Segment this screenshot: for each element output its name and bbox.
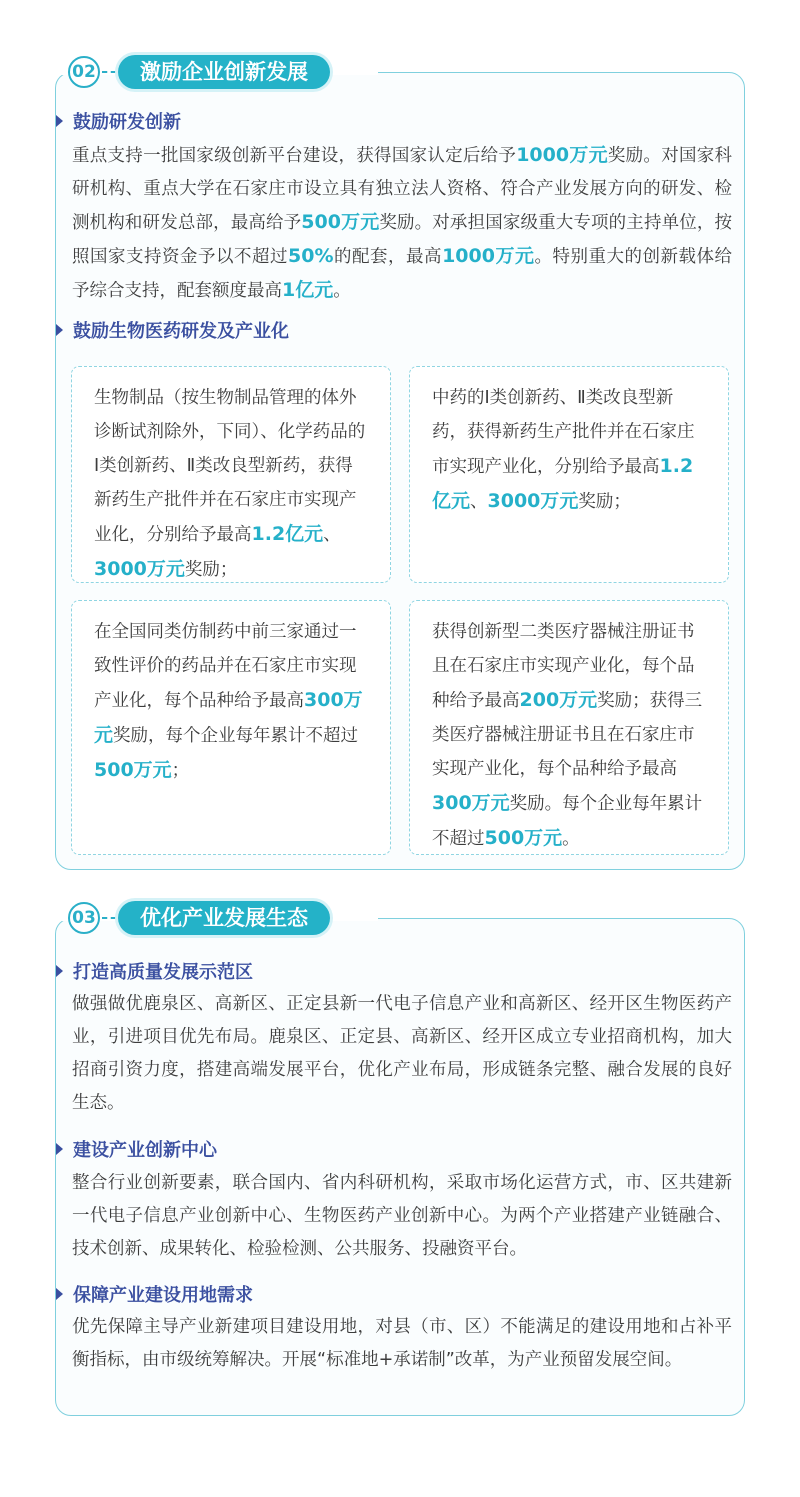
heading-text: 打造高质量发展示范区: [73, 962, 253, 983]
highlight-amount: 200万元: [519, 689, 598, 711]
highlight-amount: 1.2亿元: [432, 455, 694, 512]
highlight-amount: 500万元: [301, 211, 380, 233]
heading-biomedicine: [56, 317, 289, 343]
heading-rd-innovation: [56, 108, 181, 134]
highlight-amount: 300万元: [94, 689, 363, 746]
section-title: 激励企业创新发展: [118, 55, 330, 89]
paragraph-land-use: 优先保障主导产业新建项目建设用地，对县（市、区）不能满足的建设用地和占补平衡指标，由市级统筹解决。开展“标准地+承诺制”改革，为产业预留发展空间。: [72, 1317, 732, 1370]
dash-connector: [102, 917, 116, 919]
policy-box-medical-devices: 获得创新型二类医疗器械注册证书且在石家庄市实现产业化，每个品种给予最高200万元奖励；获得三类医疗器械注册证书且在石家庄市实现产业化，每个品种给予最高300万元奖励。每个企业每年累计不超过500万元。: [409, 600, 729, 855]
highlight-amount: 3000万元: [94, 558, 185, 580]
triangle-bullet-icon: [56, 1288, 63, 1300]
policy-box-tcm: 中药的Ⅰ类创新药、Ⅱ类改良型新药，获得新药生产批件并在石家庄市实现产业化，分别给予最高1.2亿元、3000万元奖励；: [409, 366, 729, 583]
heading-text: 鼓励生物医药研发及产业化: [73, 321, 289, 342]
paragraph-innovation-center: 整合行业创新要素，联合国内、省内科研机构，采取市场化运营方式，市、区共建新一代电子信息产业创新中心、生物医药产业创新中心。为两个产业搭建产业链融合、技术创新、成果转化、检验检测、公共服务、投融资平台。: [72, 1173, 732, 1259]
heading-innovation-center: [56, 1136, 217, 1162]
section-header-ecosystem: [68, 901, 330, 935]
heading-demo-zone: [56, 958, 253, 984]
section-number: 02: [68, 56, 100, 88]
highlight-amount: 1000万元: [516, 144, 608, 166]
highlight-amount: 1亿元: [282, 279, 334, 301]
policy-box-biologics: 生物制品（按生物制品管理的体外诊断试剂除外，下同）、化学药品的Ⅰ类创新药、Ⅱ类改良型新药，获得新药生产批件并在石家庄市实现产业化，分别给予最高1.2亿元、3000万元奖励；: [71, 366, 391, 583]
heading-text: 保障产业建设用地需求: [73, 1285, 253, 1306]
highlight-amount: 300万元: [432, 792, 510, 814]
triangle-bullet-icon: [56, 115, 63, 127]
highlight-amount: 500万元: [484, 827, 563, 849]
paragraph-demo-zone: 做强做优鹿泉区、高新区、正定县新一代电子信息产业和高新区、经开区生物医药产业，引进项目优先布局。鹿泉区、正定县、高新区、经开区成立专业招商机构，加大招商引资力度，搭建高端发展平台，优化产业布局，形成链条完整、融合发展的良好生态。: [72, 994, 732, 1113]
highlight-amount: 500万元: [94, 759, 172, 781]
triangle-bullet-icon: [56, 1143, 63, 1155]
highlight-amount: 50%: [288, 245, 334, 267]
section-header-innovation: [68, 55, 330, 89]
highlight-amount: 1000万元: [442, 245, 535, 267]
section-number: 03: [68, 902, 100, 934]
dash-connector: [102, 71, 116, 73]
paragraph-rd-innovation: 重点支持一批国家级创新平台建设，获得国家认定后给予1000万元奖励。对国家科研机构、重点大学在石家庄市设立具有独立法人资格、符合产业发展方向的研发、检测机构和研发总部，最高给予500万元奖励。对承担国家级重大专项的主持单位，按照国家支持资金予以不超过50%的配套，最高1000万元。特别重大的创新载体给予综合支持，配套额度最高1亿元。: [72, 144, 733, 301]
policy-box-generics: 在全国同类仿制药中前三家通过一致性评价的药品并在石家庄市实现产业化，每个品种给予最高300万元奖励，每个企业每年累计不超过500万元；: [71, 600, 391, 855]
highlight-amount: 3000万元: [487, 490, 579, 512]
heading-text: 建设产业创新中心: [73, 1140, 217, 1161]
triangle-bullet-icon: [56, 324, 63, 336]
triangle-bullet-icon: [56, 965, 63, 977]
highlight-amount: 1.2亿元: [251, 523, 324, 545]
heading-land-use: [56, 1281, 253, 1307]
heading-text: 鼓励研发创新: [73, 112, 181, 133]
section-title: 优化产业发展生态: [118, 901, 330, 935]
